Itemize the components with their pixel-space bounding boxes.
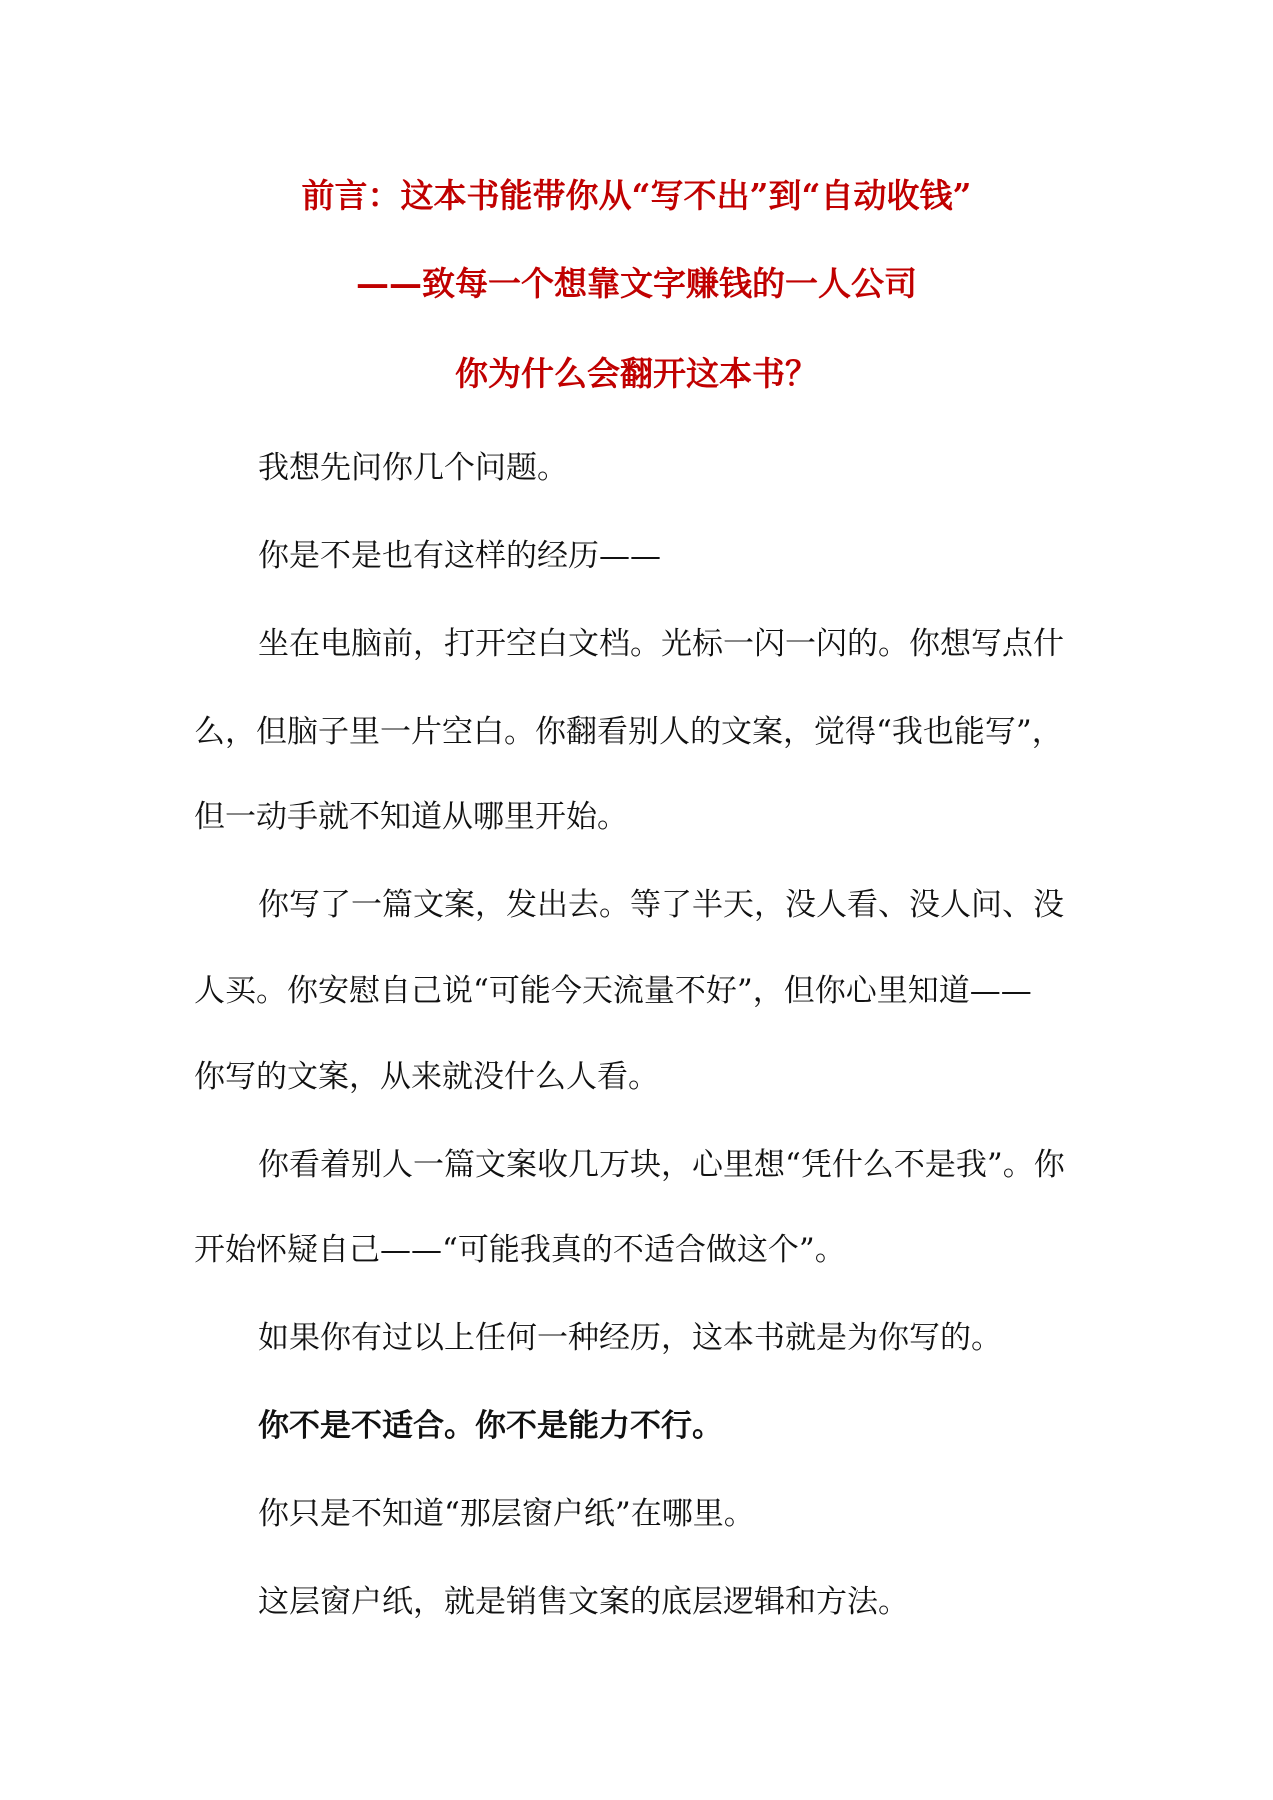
paragraph-line: 这层窗户纸，就是销售文案的底层逻辑和方法。 <box>258 1584 909 1620</box>
paragraph-line: 你只是不知道“那层窗户纸”在哪里。 <box>258 1496 755 1532</box>
paragraph-line: 我想先问你几个问题。 <box>258 450 568 486</box>
paragraph-line: 你写了一篇文案，发出去。等了半天，没人看、没人问、没 <box>258 887 1064 923</box>
paragraph-line: 如果你有过以上任何一种经历，这本书就是为你写的。 <box>258 1320 1002 1356</box>
section-heading: 你为什么会翻开这本书？ <box>455 354 818 393</box>
paragraph-line: 你看着别人一篇文案收几万块，心里想“凭什么不是我”。你 <box>258 1147 1065 1183</box>
paragraph-line: 么，但脑子里一片空白。你翻看别人的文案，觉得“我也能写”， <box>194 714 1063 750</box>
paragraph-line: 开始怀疑自己——“可能我真的不适合做这个”。 <box>194 1232 846 1268</box>
document-title: 前言：这本书能带你从“写不出”到“自动收钱” <box>301 176 972 215</box>
paragraph-line: 你写的文案，从来就没什么人看。 <box>194 1059 659 1095</box>
paragraph-line: 你是不是也有这样的经历—— <box>258 538 661 574</box>
paragraph-line: 但一动手就不知道从哪里开始。 <box>194 799 628 835</box>
paragraph-line: 人买。你安慰自己说“可能今天流量不好”，但你心里知道—— <box>194 973 1032 1009</box>
bold-statement: 你不是不适合。你不是能力不行。 <box>258 1408 723 1444</box>
paragraph-line: 坐在电脑前，打开空白文档。光标一闪一闪的。你想写点什 <box>258 626 1064 662</box>
document-subtitle: ——致每一个想靠文字赚钱的一人公司 <box>356 264 917 303</box>
